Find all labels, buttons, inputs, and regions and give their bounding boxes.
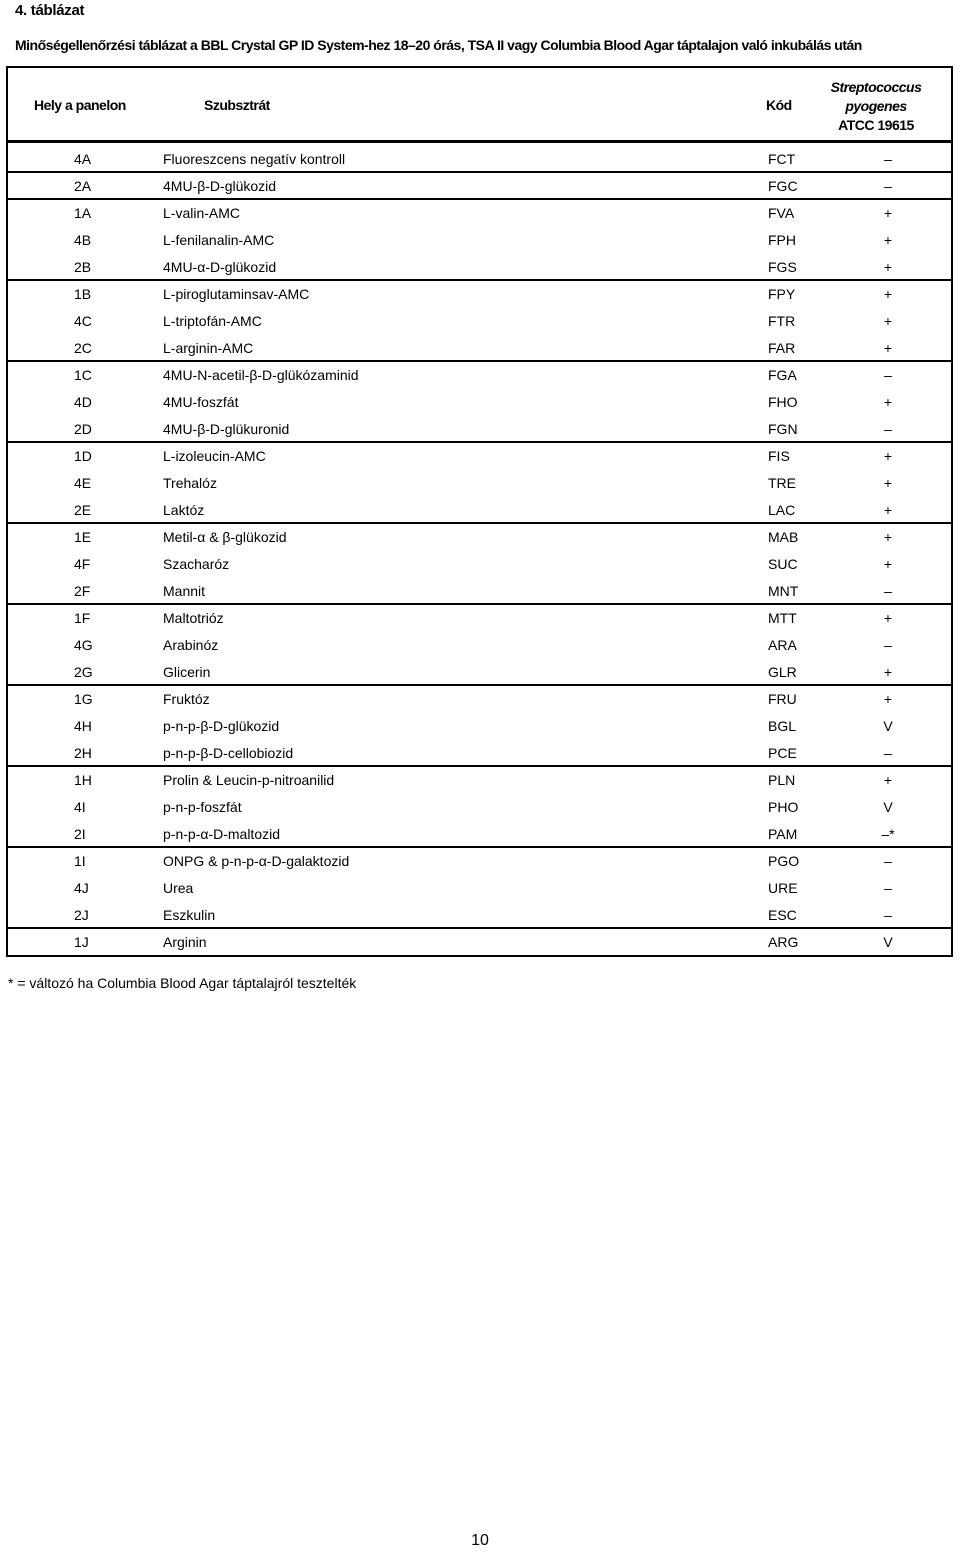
cell-code: ESC: [768, 907, 797, 923]
cell-substrate: L-triptofán-AMC: [163, 313, 262, 329]
cell-result: +: [883, 475, 893, 491]
cell-position: 4E: [74, 475, 92, 491]
cell-result: +: [883, 502, 893, 518]
cell-position: 4D: [74, 394, 92, 410]
cell-position: 2B: [74, 259, 92, 275]
cell-code: MAB: [768, 529, 799, 545]
cell-substrate: Arabinóz: [163, 637, 219, 653]
cell-result: +: [883, 205, 893, 221]
cell-position: 1F: [74, 610, 91, 626]
cell-position: 4I: [74, 799, 86, 815]
cell-code: SUC: [768, 556, 798, 572]
cell-code: MTT: [768, 610, 797, 626]
cell-result: +: [883, 340, 893, 356]
cell-code: PLN: [768, 772, 796, 788]
cell-substrate: 4MU-foszfát: [163, 394, 239, 410]
cell-result: +: [883, 232, 893, 248]
cell-result: +: [883, 772, 893, 788]
cell-position: 2G: [74, 664, 93, 680]
table-row: [8, 605, 951, 632]
cell-code: FGN: [768, 421, 798, 437]
cell-substrate: L-valin-AMC: [163, 205, 241, 221]
cell-position: 4B: [74, 232, 92, 248]
table-row: [8, 821, 951, 848]
cell-substrate: Trehalóz: [163, 475, 217, 491]
footnote: * = változó ha Columbia Blood Agar táptalajról tesztelték: [8, 975, 357, 991]
cell-code: FCT: [768, 151, 796, 167]
cell-result: +: [883, 691, 893, 707]
cell-result: +: [883, 664, 893, 680]
cell-code: ARG: [768, 934, 799, 950]
cell-substrate: Laktóz: [163, 502, 205, 518]
cell-code: FGA: [768, 367, 797, 383]
cell-code: MNT: [768, 583, 799, 599]
cell-substrate: Eszkulin: [163, 907, 216, 923]
cell-substrate: L-fenilanalin-AMC: [163, 232, 275, 248]
table-row: [8, 443, 951, 470]
cell-code: TRE: [768, 475, 796, 491]
cell-position: 4H: [74, 718, 92, 734]
cell-result: –: [884, 907, 892, 923]
table-row: [8, 713, 951, 740]
table-row: [8, 254, 951, 281]
cell-result: +: [883, 556, 893, 572]
cell-substrate: Szacharóz: [163, 556, 230, 572]
cell-code: FTR: [768, 313, 796, 329]
cell-result: +: [883, 610, 893, 626]
cell-substrate: Mannit: [163, 583, 206, 599]
cell-substrate: p-n-p-β-D-cellobiozid: [163, 745, 294, 761]
cell-code: FVA: [768, 205, 795, 221]
cell-result: V: [883, 934, 893, 950]
quality-control-table: [6, 66, 953, 957]
cell-result: –: [884, 583, 892, 599]
cell-position: 2C: [74, 340, 92, 356]
page-number: 10: [471, 1532, 489, 1549]
table-row: [8, 497, 951, 524]
table-row: [8, 794, 951, 821]
table-row: [8, 875, 951, 902]
cell-result: –: [884, 367, 892, 383]
cell-substrate: Fruktóz: [163, 691, 210, 707]
cell-result: –: [884, 745, 892, 761]
table-row: [8, 740, 951, 767]
cell-substrate: Urea: [163, 880, 194, 896]
cell-substrate: L-arginin-AMC: [163, 340, 254, 356]
table-row: [8, 524, 951, 551]
cell-result: –: [884, 178, 892, 194]
table-row: [8, 173, 951, 200]
cell-position: 1J: [74, 934, 89, 950]
cell-code: FGS: [768, 259, 797, 275]
cell-position: 1E: [74, 529, 92, 545]
cell-substrate: 4MU-β-D-glükuronid: [163, 421, 290, 437]
cell-substrate: Metil-α & β-glükozid: [163, 529, 287, 545]
cell-code: LAC: [768, 502, 796, 518]
cell-code: FPY: [768, 286, 796, 302]
table-row: [8, 902, 951, 929]
header-organism: [808, 78, 944, 135]
header-code: Kód: [766, 97, 792, 113]
cell-code: PGO: [768, 853, 800, 869]
table-row: [8, 578, 951, 605]
cell-position: 4J: [74, 880, 89, 896]
header-organism-species: pyogenes: [845, 98, 907, 114]
cell-result: –: [884, 421, 892, 437]
table-row: [8, 200, 951, 227]
cell-result: +: [883, 529, 893, 545]
cell-position: 1I: [74, 853, 86, 869]
cell-code: FRU: [768, 691, 797, 707]
cell-result: +: [883, 286, 893, 302]
table-row: [8, 308, 951, 335]
table-row: [8, 416, 951, 443]
table-row: [8, 470, 951, 497]
table-header-row: [8, 68, 951, 143]
cell-position: 1H: [74, 772, 92, 788]
table-row: [8, 389, 951, 416]
header-organism-genus: Streptococcus: [830, 79, 922, 95]
cell-code: URE: [768, 880, 798, 896]
cell-substrate: p-n-p-foszfát: [163, 799, 242, 815]
cell-result: +: [883, 448, 893, 464]
cell-code: ARA: [768, 637, 797, 653]
table-row: [8, 335, 951, 362]
cell-result: –: [884, 151, 892, 167]
cell-result: V: [883, 718, 893, 734]
cell-position: 4G: [74, 637, 93, 653]
cell-code: BGL: [768, 718, 797, 734]
cell-code: FHO: [768, 394, 798, 410]
cell-substrate: Prolin & Leucin-p-nitroanilid: [163, 772, 335, 788]
cell-position: 2I: [74, 826, 86, 842]
table-row: [8, 146, 951, 173]
table-row: [8, 659, 951, 686]
cell-substrate: 4MU-β-D-glükozid: [163, 178, 277, 194]
cell-substrate: 4MU-N-acetil-β-D-glükózaminid: [163, 367, 359, 383]
cell-substrate: L-izoleucin-AMC: [163, 448, 266, 464]
cell-result: –: [884, 880, 892, 896]
cell-code: PHO: [768, 799, 799, 815]
table-row: [8, 227, 951, 254]
table-row: [8, 848, 951, 875]
table-row: [8, 281, 951, 308]
cell-position: 1B: [74, 286, 92, 302]
cell-substrate: Maltotrióz: [163, 610, 224, 626]
cell-code: FPH: [768, 232, 796, 248]
cell-substrate: Fluoreszcens negatív kontroll: [163, 151, 346, 167]
cell-position: 4C: [74, 313, 92, 329]
cell-substrate: Glicerin: [163, 664, 211, 680]
cell-position: 2J: [74, 907, 89, 923]
cell-result: –: [884, 637, 892, 653]
cell-position: 4F: [74, 556, 91, 572]
table-row: [8, 767, 951, 794]
cell-position: 1G: [74, 691, 93, 707]
cell-position: 1A: [74, 205, 92, 221]
table-row: [8, 362, 951, 389]
cell-position: 2F: [74, 583, 91, 599]
cell-code: FGC: [768, 178, 798, 194]
cell-code: PAM: [768, 826, 798, 842]
cell-position: 2D: [74, 421, 92, 437]
cell-code: GLR: [768, 664, 797, 680]
cell-code: PCE: [768, 745, 797, 761]
cell-substrate: Arginin: [163, 934, 207, 950]
table-caption: Minőségellenőrzési táblázat a BBL Crystal GP ID System-hez 18–20 órás, TSA II vagy Columbia Blood Agar táptalajon való inkubálás után: [15, 37, 862, 53]
cell-result: +: [883, 394, 893, 410]
cell-code: FIS: [768, 448, 790, 464]
cell-substrate: 4MU-α-D-glükozid: [163, 259, 277, 275]
cell-position: 2A: [74, 178, 92, 194]
cell-position: 1C: [74, 367, 92, 383]
table-row: [8, 929, 951, 956]
cell-position: 2H: [74, 745, 92, 761]
cell-substrate: ONPG & p-n-p-α-D-galaktozid: [163, 853, 350, 869]
cell-result: +: [883, 259, 893, 275]
cell-substrate: L-piroglutaminsav-AMC: [163, 286, 310, 302]
header-position: Hely a panelon: [34, 97, 126, 113]
cell-result: +: [883, 313, 893, 329]
cell-substrate: p-n-p-α-D-maltozid: [163, 826, 281, 842]
cell-result: –*: [881, 826, 895, 842]
cell-result: –: [884, 853, 892, 869]
cell-result: V: [883, 799, 893, 815]
cell-code: FAR: [768, 340, 796, 356]
table-row: [8, 551, 951, 578]
header-organism-strain: ATCC 19615: [838, 117, 914, 133]
cell-substrate: p-n-p-β-D-glükozid: [163, 718, 280, 734]
cell-position: 2E: [74, 502, 92, 518]
cell-position: 4A: [74, 151, 92, 167]
cell-position: 1D: [74, 448, 92, 464]
table-row: [8, 632, 951, 659]
table-row: [8, 686, 951, 713]
table-heading: 4. táblázat: [15, 2, 85, 19]
header-substrate: Szubsztrát: [204, 97, 270, 113]
